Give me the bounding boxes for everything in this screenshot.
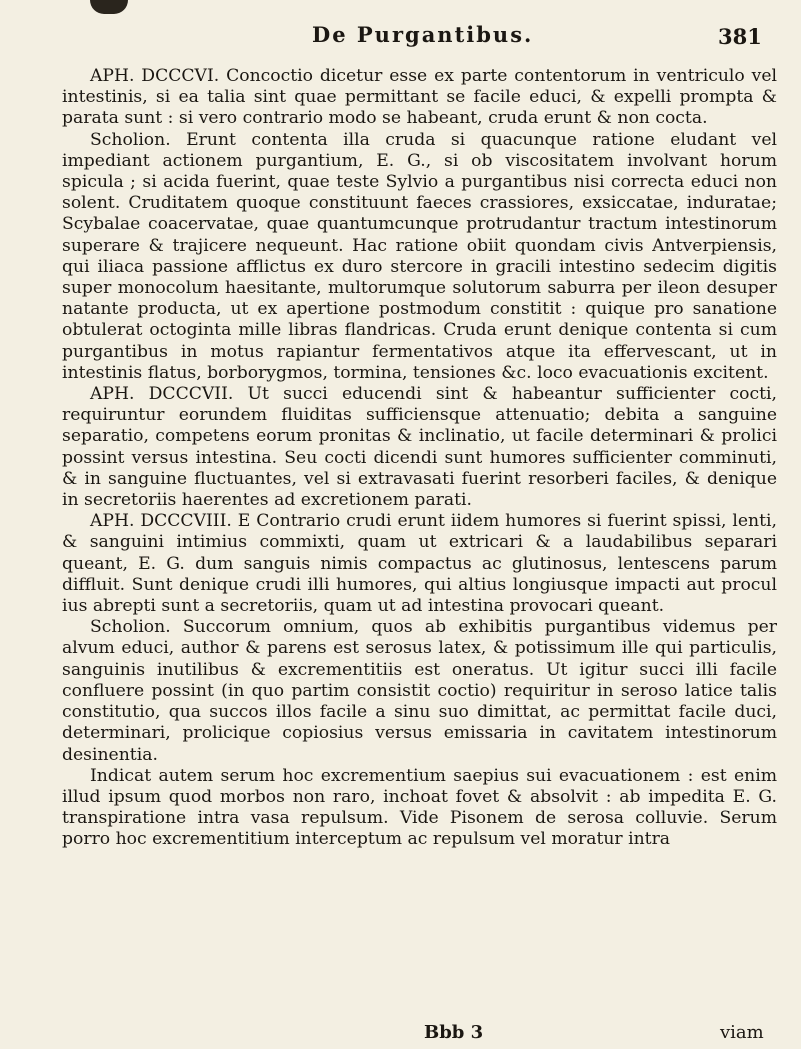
main-text [62, 66, 777, 851]
page-footer [0, 1022, 801, 1046]
aphorism-806: APH. DCCCVI. Concoctio dicetur esse ex parte contentorum in ventriculo vel intestinis, si ea talia sint quae permittant se facile educi, & expelli prompta & parata sunt : si vero contrario modo se habeant, cruda erunt & non cocta. [62, 66, 777, 129]
aphorism-807: APH. DCCCVII. Ut succi educendi sint & habeantur sufficienter cocti, requiruntur eorundem fluiditas sufficiensque attenuatio; debita a sanguine separatio, competens eorum pronitas & inclinatio, ut facile determinari & prolici possint versus intestina. Seu cocti dicendi sunt humores sufficienter comminuti, & in sanguine fluctuantes, vel si extravasati fuerint resorberi faciles, & denique in secretoriis haerentes ad excretionem parati. [62, 384, 777, 511]
page-header [0, 20, 801, 56]
page-number: 381 [718, 24, 762, 49]
signature-mark: Bbb 3 [424, 1022, 484, 1043]
running-head: De Purgantibus. [312, 22, 534, 47]
scholion-808-continued: Indicat autem serum hoc excrementium saepius sui evacuationem : est enim illud ipsum quod morbos non raro, inchoat fovet & absolvit : ab impedita E. G. transpiratione intra vasa repulsum. Vide Pisonem de serosa colluvie. Serum porro hoc excrementitium interceptum ac repulsum vel moratur intra [62, 765, 777, 850]
aphorism-808: APH. DCCCVIII. E Contrario crudi erunt iidem humores si fuerint spissi, lenti, & sanguini intimius commixti, quam ut extricari & a laudabilibus separari queant, E. G. dum sanguis nimis compactus ac glutinosus, lentescens parum diffluit. Sunt denique crudi illi humores, qui altius longiusque impacti aut procul ius abrepti sunt a secretoriis, quam ut ad intestina provocari queant. [62, 511, 777, 617]
scholion-808: Scholion. Succorum omnium, quos ab exhibitis purgantibus videmus per alvum educi, author & parens est serosus latex, & potissimum ille qui particulis, sanguinis inutilibus & excrementitiis est oneratus. Ut igitur succi illi facile confluere possint (in quo partim consistit coctio) requiritur in seroso latice talis constitutio, qua succos illos facile a sinu suo dimittat, ac permittat facile duci, determinari, prolicique copiosius versus emissaria in cavitatem intestinorum desinentia. [62, 617, 777, 765]
scholion-806: Scholion. Erunt contenta illa cruda si quacunque ratione eludant vel impediant actionem purgantium, E. G., si ob viscositatem involvant horum spicula ; si acida fuerint, quae teste Sylvio a purgantibus nisi correcta educi non solent. Cruditatem quoque constituunt faeces crassiores, exsiccatae, induratae; Scybalae coacervatae, quae quantumcunque protrudantur tractum intestinorum superare & trajicere nequeunt. Hac ratione obiit quondam civis Antverpiensis, qui iliaca passione afflictus ex duro stercore in gracili intestino sedecim digitis super monocolum haesitante, multorumque solutorum saburra per ileon desuper natante producta, ut ex apertione postmodum constitit : quique pro sanatione obtulerat octoginta mille libras flandricas. Cruda erunt denique contenta si cum purgantibus in motus rapiantur fermentativos atque ita effervescant, ut in intestinis flatus, borborygmos, tormina, tensiones &c. loco evacuationis excitent. [62, 129, 777, 383]
catchword: viam [720, 1022, 764, 1043]
library-stamp-mark [90, 0, 128, 14]
